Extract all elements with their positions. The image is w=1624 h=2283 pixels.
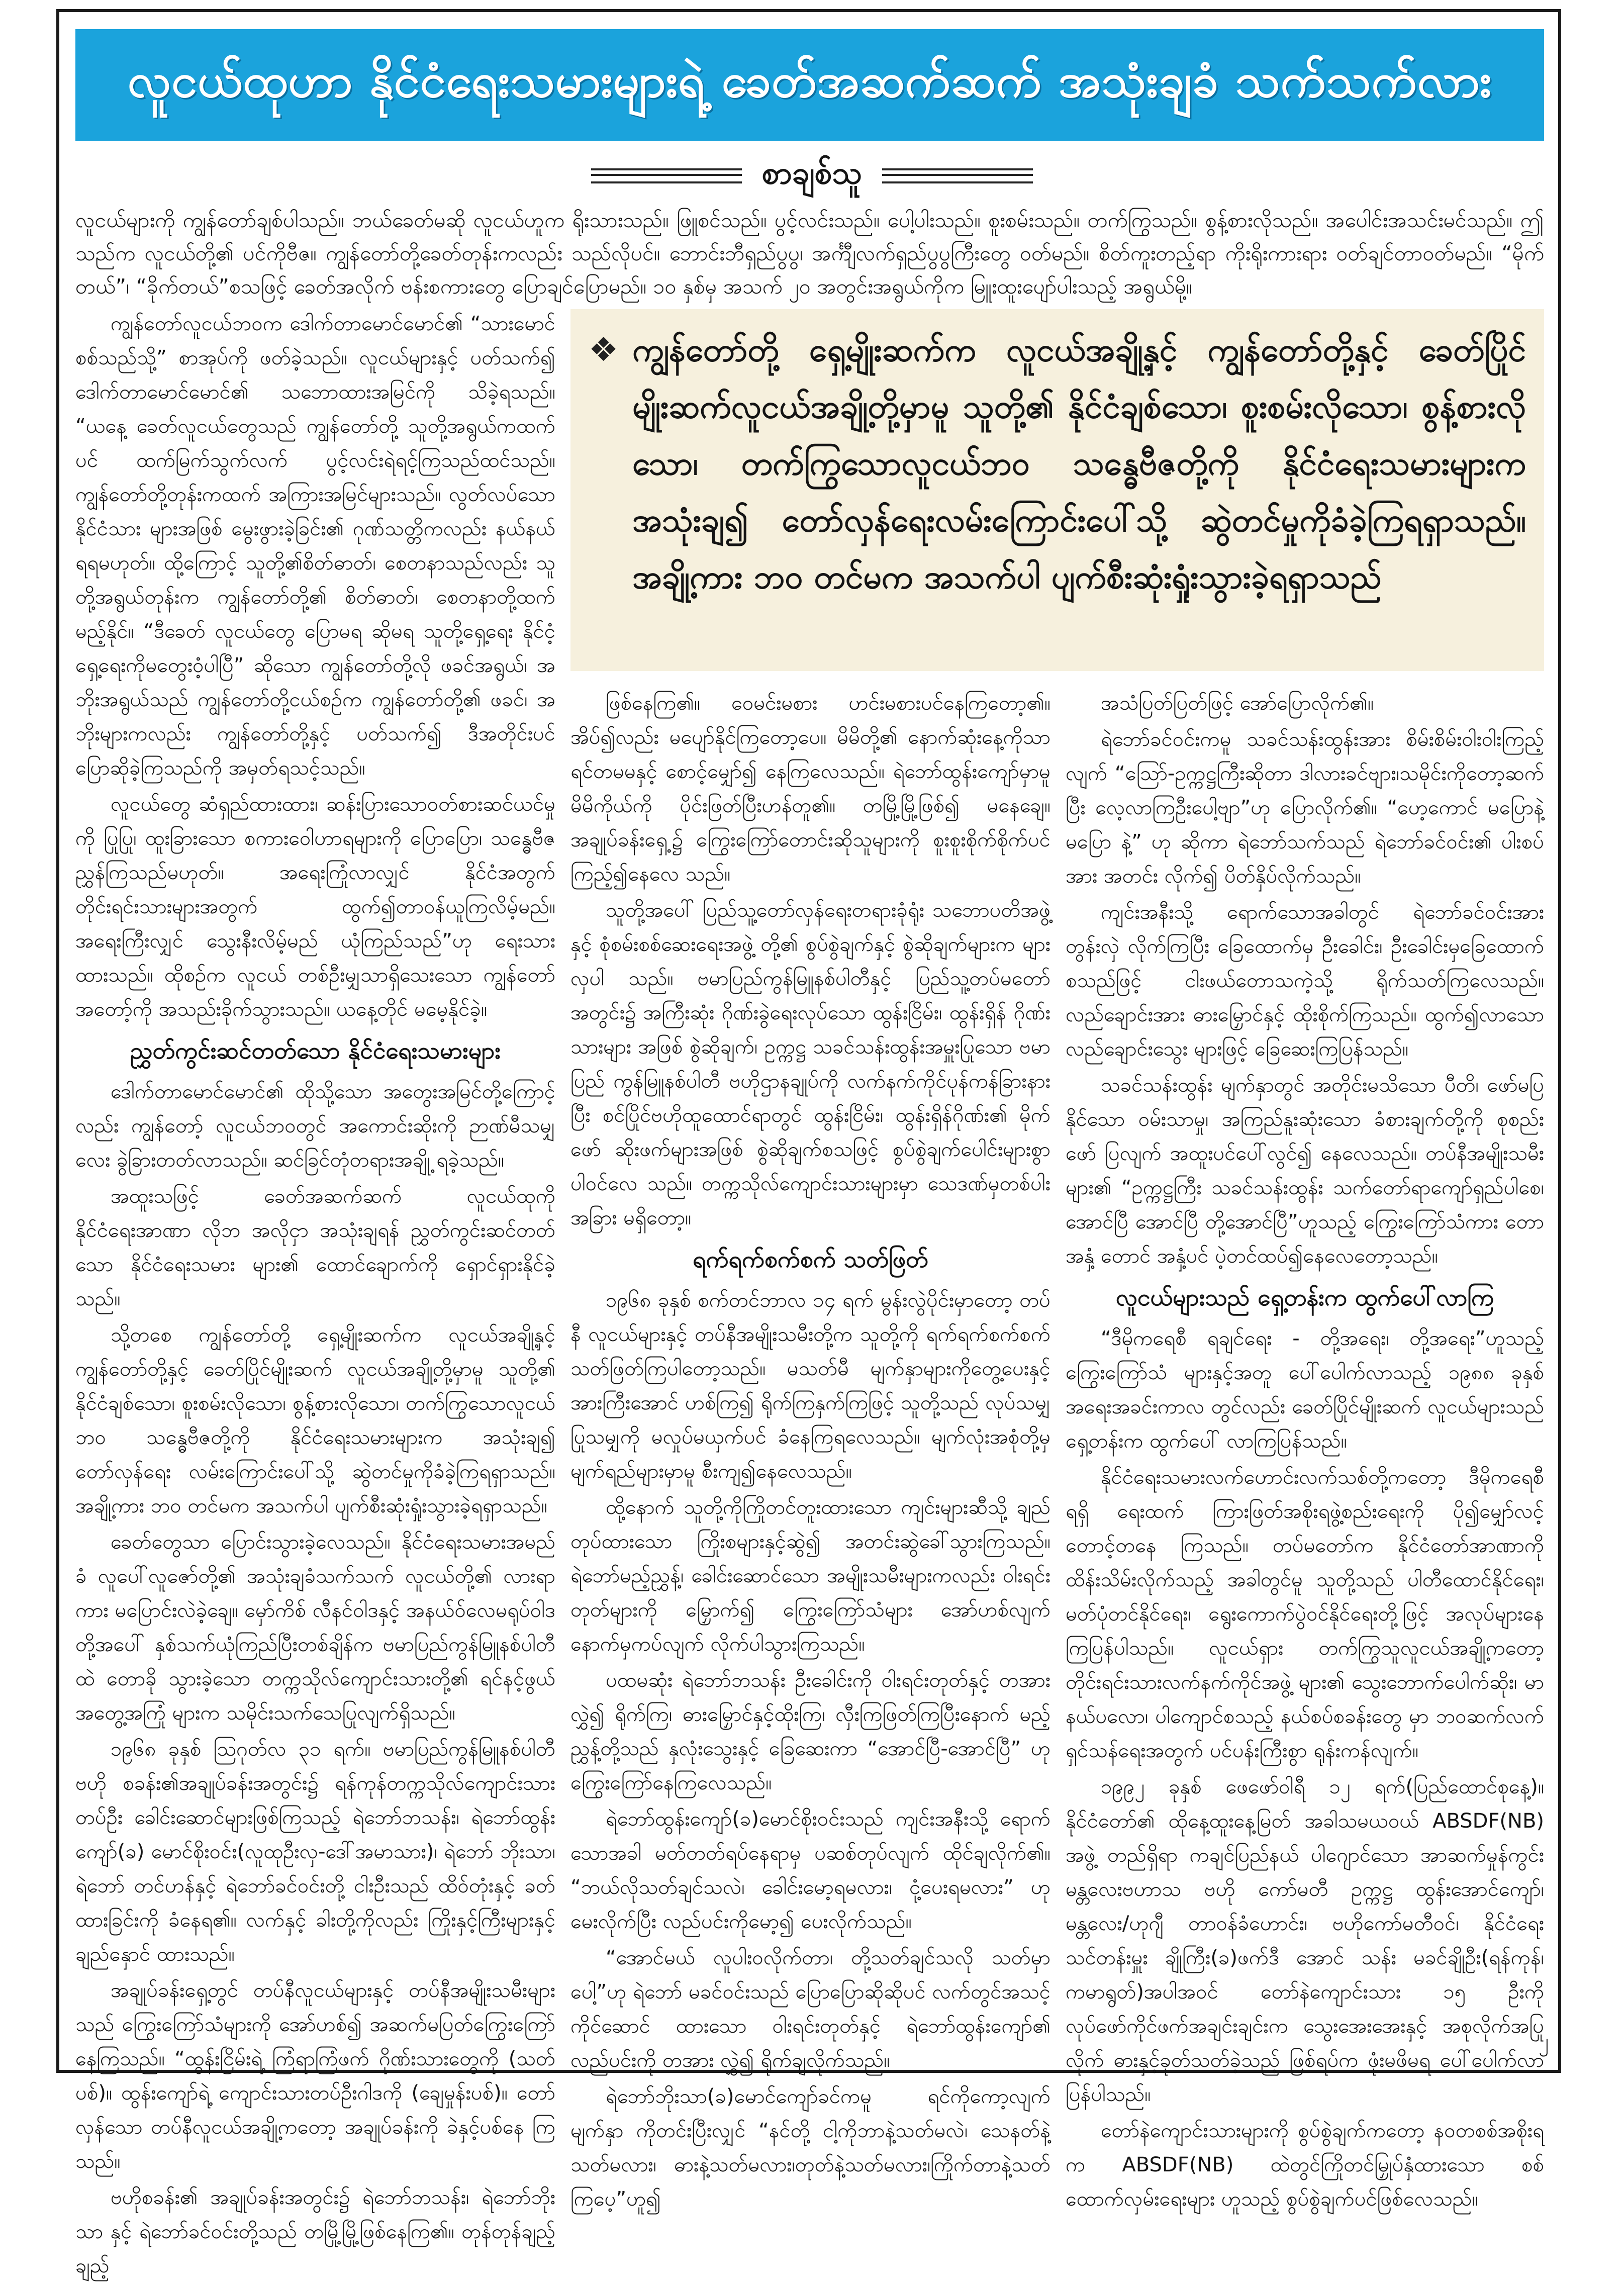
- paragraph: တော်နဲကျောင်းသားများကို စွပ်စွဲချက်ကတော့ နဝတစစ်အစိုးရက ABSDF(NB) ထဲတွင်ကြိုတင်မြှုပ်နှံထားသော စစ်ထောက်လှမ်းရေးများ ဟူသည့် စွပ်စွဲချက်ပင်ဖြစ်လေသည်။: [1066, 2119, 1544, 2211]
- pull-quote-box: [570, 309, 1544, 671]
- page-mark: ၂: [1539, 2030, 1549, 2053]
- article-title-banner: [75, 29, 1544, 141]
- paragraph: ဗဟိုစခန်း၏ အချုပ်ခန်းအတွင်း၌ ရဲဘော်ဘသန်း၊ ရဲဘော်ဘိုးသာ နှင့် ရဲဘော်ခင်ဝင်းတို့သည် တမြို့မြို့ဖြစ်နေကြ၏။ တုန်တုန်ချည့်ချည့်: [75, 2186, 555, 2277]
- paragraph: “ဒီမိုကရေစီ ရချင်ရေး - တို့အရေး၊ တို့အရေး”ဟူသည့် ကြွေးကြော်သံ များနှင့်အတူ ပေါ်ပေါက်လာသည့် ၁၉၈၈ ခုနှစ် အရေးအခင်းကာလ တွင်လည်း ခေတ်ပြိုင်မျိုးဆက် လူငယ်များသည် ရှေ့တန်းက ထွက်ပေါ် လာကြပြန်သည်။: [1066, 1327, 1544, 1453]
- paragraph: ၁၉၉၂ ခုနှစ် ဖေဖော်ဝါရီ ၁၂ ရက်(ပြည်ထောင်စုနေ့)။ နိုင်ငံတော်၏ ထိုနေ့ထူးနေ့မြတ် အခါသမယဝယ် ABSDF(NB) အဖွဲ့ တည်ရှိရာ ကချင်ပြည်နယ် ပါဂျောင်သော အာဆက်မှုန်ကွင်း မန္တလေးဗဟာသ ဗဟို ကော်မတီ ဥက္ကဋ္ဌ ထွန်းအောင်ကျော်၊ မန္တလေး/ဟုဂျီ တာဝန်ခံဟောင်း၊ ဗဟိုကော်မတီဝင်၊ နိုင်ငံရေးသင်တန်းမှူး ချိုကြီး(ခ)ဖက်ဒီ အောင် သန်း မခင်ချိုဦး(ရန်ကုန်၊ ကမာရွတ်)အပါအဝင် တော်နဲကျောင်းသား ၁၅ ဦးကို လုပ်ဖော်ကိုင်ဖက်အချင်းချင်းက သွေးအေးအေးနှင့် အစုလိုက်အပြုလိုက် ဓားနှင့်ခုတ်သတ်ခဲ့သည့် ဖြစ်ရပ်က ဖုံးမဖိမရ ပေါ်ပေါက်လာပြန်ပါသည်။: [1066, 1775, 1544, 2106]
- paragraph: ခေတ်တွေသာ ပြောင်းသွားခဲ့လေသည်။ နိုင်ငံရေးသမားအမည်ခံ လူပေါ်လူဇော်တို့၏ အသုံးချခံသက်သက် လူငယ်တို့၏ လားရာကား မပြောင်းလဲခဲ့ချေ။ မှော်ကိစ် လီနင်ဝါဒနှင့် အနယ်ဝ်လေမရုပ်ဝါဒတို့အပေါ် နှစ်သက်ယုံကြည်ပြီးတစ်ချိန်က ဗမာပြည်ကွန်မြူနစ်ပါတီထဲ တောခို သွားခဲ့သော တက္ကသိုလ်ကျောင်းသားတို့၏ ရင်နင့်ဖွယ် အတွေ့အကြုံ များက သမိုင်းသက်သေပြုလျက်ရှိသည်။: [75, 1531, 555, 1725]
- column-3: [1066, 686, 1544, 2211]
- paragraph: အချုပ်ခန်းရှေ့တွင် တပ်နီလူငယ်များနှင့် တပ်နီအမျိုးသမီးများ သည် ကြွေးကြော်သံများကို အော်ဟစ်၍ အဆက်မပြတ်ကြွေးကြော် နေကြသည်။ “ထွန်းငြိမ်းရဲ့ ကြံရာကြံဖက် ဂိုဏ်းသားတွေကို (သတ်ပစ်)။ ထွန်းကျော်ရဲ့ ကျောင်းသားတပ်ဦးဂါဒကို (ချေမှုန်းပစ်)။ တော်လှန်သော တပ်နီလူငယ်အချို့ကတော့ အချုပ်ခန်းကို ခဲနှင့်ပစ်နေ ကြသည်။: [75, 1979, 555, 2173]
- paragraph: ၁၉၆၈ ခုနှစ် ဩဂုတ်လ ၃၁ ရက်။ ဗမာပြည်ကွန်မြူနစ်ပါတီ ဗဟို စခန်း၏အချုပ်ခန်းအတွင်း၌ ရန်ကုန်တက္ကသိုလ်ကျောင်းသား တပ်ဦး ခေါင်းဆောင်များဖြစ်ကြသည့် ရဲဘော်ဘသန်း၊ ရဲဘော်ထွန်းကျော်(ခ) မောင်စိုးဝင်း(လူထုဦးလှ-ဒေါ်အမာသား)၊ ရဲဘော် ဘိုးသာ၊ ရဲဘော် တင်ဟန်နှင့် ရဲဘော်ခင်ဝင်းတို့ ငါးဦးသည် ထိဝ်တုံးနှင့် ခတ်ထားခြင်းကို ခံနေရ၏။ လက်နှင့် ခါးတို့ကိုလည်း ကြိုးနှင့်ကြီးများနှင့် ချည်နှောင် ထားသည်။: [75, 1738, 555, 1966]
- paragraph: သူတို့အပေါ် ပြည်သူ့တော်လှန်ရေးတရားခုံရုံး သဘောပတိအဖွဲ့နှင့် စုံစမ်းစစ်ဆေးရေးအဖွဲ့ တို့၏ စွပ်စွဲချက်နှင့် စွဲဆိုချက်များက များလှပါ သည်။ ဗမာပြည်ကွန်မြူနစ်ပါတီနှင့် ပြည်သူ့တပ်မတော်အတွင်း၌ အကြီးဆုံး ဂိုဏ်းခွဲရေးလုပ်သော ထွန်းငြိမ်း၊ ထွန်းရှိန် ဂိုဏ်းသားများ အဖြစ် စွဲဆိုချက်၊ ဥက္ကဋ္ဌ သခင်သန်းထွန်းအမှူးပြုသော ဗမာပြည် ကွန်မြူနစ်ပါတီ ဗဟိုဌာနချုပ်ကို လက်နက်ကိုင်ပုန်ကန်ခြားနားပြီး စင်ပြိုင်ဗဟိုထူထောင်ရာတွင် ထွန်းငြိမ်း၊ ထွန်းရှိန်ဂိုဏ်း၏ မိုက်ဖော် ဆိုးဖက်များအဖြစ် စွဲဆိုချက်စသဖြင့် စွပ်စွဲချက်ပေါင်းများစွာ ပါဝင်လေ သည်။ တက္ကသိုလ်ကျောင်းသားများမှာ သေဒဏ်မှတစ်ပါး အခြား မရှိတော့။: [570, 899, 1050, 1229]
- paragraph: “အောင်မယ် လူပါးဝလိုက်တာ၊ တို့သတ်ချင်သလို သတ်မှာပေါ့”ဟု ရဲဘော် မခင်ဝင်းသည် ပြောပြောဆိုဆိုပင် လက်တွင်အသင့်ကိုင်ဆောင် ထားသော ဝါးရင်းတုတ်နှင့် ရဲဘော်ထွန်းကျော်၏ လည်ပင်းကို တအား လွှဲ၍ ရိုက်ချလိုက်သည်။: [570, 1946, 1050, 2072]
- pull-quote-text: ကျွန်တော်တို့ ရှေ့မျိုးဆက်က လူငယ်အချို့နှင့် ကျွန်တော်တို့နှင့် ခေတ်ပြိုင် မျိုးဆက်လူငယ်အချို့တို့မှာမူ သူတို့၏ နိုင်ငံချစ်သော၊ စူးစမ်းလိုသော၊ စွန့်စားလိုသော၊ တက်ကြွသောလူငယ်ဘဝ သန္ဓေဗီဇတို့ကို နိုင်ငံရေးသမားများက အသုံးချ၍ တော်လှန်ရေးလမ်းကြောင်းပေါ်သို့ ဆွဲတင်မှုကိုခံခဲ့ကြရရှာသည်။ အချို့ကား ဘဝ တင်မက အသက်ပါ ပျက်စီးဆုံးရှုံးသွားခဲ့ရရှာသည်: [632, 332, 1526, 596]
- section-heading: လူငယ်များသည် ရှေ့တန်းက ထွက်ပေါ်လာကြ: [1115, 1284, 1494, 1311]
- diamond-bullet-icon: ❖: [589, 330, 619, 369]
- paragraph: သခင်သန်းထွန်း မျက်နှာတွင် အတိုင်းမသိသော ပီတိ၊ ဖော်မပြ နိုင်သော ဝမ်းသာမှု၊ အကြည်နူးဆုံးသော ခံစားချက်တို့ကို စုစည်းဖော် ပြလျက် အထူးပင်ပေါ်လွင်၍ နေလေသည်။ တပ်နီအမျိုးသမီးများ၏ “ဥက္ကဋ္ဌကြီး သခင်သန်းထွန်း သက်တော်ရာကျော်ရှည်ပါစေ၊ အောင်ပြီ အောင်ပြီ တို့အောင်ပြီ”ဟူသည့် ကြွေးကြော်သံကား တောအနှံ့ တောင် အနှံ့ပင် ပဲ့တင်ထပ်၍နေလေတော့သည်။: [1066, 1074, 1544, 1268]
- paragraph: ဖြစ်နေကြ၏။ ဝေမင်းမစား ဟင်းမစားပင်နေကြတော့၏။ အိပ်၍လည်း မပျော်နိုင်ကြတော့ပေ။ မိမိတို့၏ နောက်ဆုံးနေ့ကိုသာ ရင်တမမနှင့် စောင့်မျှော်၍ နေကြလေသည်။ ရဲဘော်ထွန်းကျော်မှာမူ မိမိကိုယ်ကို ပိုင်းဖြတ်ပြီးဟန်တူ၏။ တမြို့မြို့ဖြစ်၍ မနေချေ။ အချုပ်ခန်းရှေ့၌ ကြွေးကြော်တောင်းဆိုသူများကို စူးစူးစိုက်စိုက်ပင် ကြည့်၍နေလေ သည်။: [570, 692, 1050, 886]
- paragraph: ရဲဘော်ခင်ဝင်းကမူ သခင်သန်းထွန်းအား စိမ်းစိမ်းဝါးဝါးကြည့် လျက် “ဩော်-ဥက္ကဋ္ဌကြီးဆိုတာ ဒါလားခင်ဗျား၊သမိုင်းကိုတော့ဆက်ပြီး လေ့လာကြဦးပေါ့ဗျာ”ဟု ပြောလိုက်၏။ “ဟေ့ကောင် မပြောနဲ့ မပြော နဲ့” ဟု ဆိုကာ ရဲဘော်သက်သည် ရဲဘော်ခင်ဝင်း၏ ပါးစပ်အား အတင်း လိုက်၍ ပိတ်နှိပ်လိုက်သည်။: [1066, 728, 1544, 888]
- paragraph: အထူးသဖြင့် ခေတ်အဆက်ဆက် လူငယ်ထုကို နိုင်ငံရေးအာဏာ လိုဘ အလိုငှာ အသုံးချရန် ညွှတ်ကွင်းဆင်တတ်သော နိုင်ငံရေးသမား များ၏ ထောင်ချောက်ကို ရှောင်ရှားနိုင်ခဲ့သည်။: [75, 1185, 555, 1310]
- paragraph: ရဲဘော်ထွန်းကျော်(ခ)မောင်စိုးဝင်းသည် ကျင်းအနီးသို့ ရောက် သောအခါ မတ်တတ်ရပ်နေရာမှ ပဆစ်တုပ်လျက် ထိုင်ချလိုက်၏။ “ဘယ်လိုသတ်ချင်သလဲ၊ ခေါင်းမော့ရမလား၊ ငုံ့ပေးရမလား” ဟု မေးလိုက်ပြီး လည်ပင်းကိုမော့၍ ပေးလိုက်သည်။: [570, 1808, 1050, 1933]
- byline-rule-left: [591, 168, 742, 183]
- intro-text: လူငယ်များကို ကျွန်တော်ချစ်ပါသည်။ ဘယ်ခေတ်မဆို လူငယ်ဟူက ရိုးသားသည်။ ဖြူစင်သည်။ ပွင့်လင်းသည်။ ပေါ့ပါးသည်။ စူးစမ်းသည်။ တက်ကြွသည်။ စွန့်စားလိုသည်။ အပေါင်းအသင်းမင်သည်။ ဤသည်က လူငယ်တို့၏ ပင်ကိုဗီဇ။ ကျွန်တော်တို့ခေတ်တုန်းကလည်း သည်လိုပင်။ ဘောင်းဘီရှည်ပွပွ၊ အင်္ကျီလက်ရှည်ပွပွကြီးတွေ ဝတ်မည်။ စိတ်ကူးတည့်ရာ ကိုးရိုးကားရား ဝတ်ချင်တာဝတ်မည်။ “မိုက်တယ်”၊ “ခိုက်တယ်”စသဖြင့် ခေတ်အလိုက် ဗန်းစကားတွေ ပြောချင်ပြောမည်။ ၁၀ နှစ်မှ အသက် ၂၀ အတွင်းအရွယ်ကိုက မြူးထူးပျော်ပါးသည့် အရွယ်မို့။: [75, 208, 1544, 299]
- intro-paragraph: [75, 204, 1544, 303]
- column-1: [75, 307, 555, 2277]
- section-heading: ညွှတ်ကွင်းဆင်တတ်သော နိုင်ငံရေးသမားများ: [130, 1037, 501, 1064]
- paragraph: သို့တစေ ကျွန်တော်တို့ ရှေ့မျိုးဆက်က လူငယ်အချို့နှင့် ကျွန်တော်တို့နှင့် ခေတ်ပြိုင်မျိုးဆက် လူငယ်အချို့တို့မှာမူ သူတို့၏ နိုင်ငံချစ်သော၊ စူးစမ်းလိုသော၊ စွန့်စားလိုသော၊ တက်ကြွသောလူငယ် ဘဝ သန္ဓေဗီဇတို့ကို နိုင်ငံရေးသမားများက အသုံးချ၍ တော်လှန်ရေး လမ်းကြောင်းပေါ်သို့ ဆွဲတင်မှုကိုခံခဲ့ကြရရှာသည်။ အချို့ကား ဘဝ တင်မက အသက်ပါ ပျက်စီးဆုံးရှုံးသွားခဲ့ရရှာသည်။: [75, 1323, 555, 1517]
- paragraph: ပထမဆုံး ရဲဘော်ဘသန်း ဦးခေါင်းကို ဝါးရင်းတုတ်နှင့် တအား လွှဲ၍ ရိုက်ကြ၊ ဓားမြှောင်နှင့်ထိုးကြ၊ လှီးကြဖြတ်ကြပြီးနောက် မည့်ညွှန့်တို့သည် နှလုံးသွေးနှင့် ခြေဆေးကာ “အောင်ပြီ-အောင်ပြီ” ဟု ကြွေးကြော်နေကြလေသည်။: [570, 1669, 1050, 1794]
- paragraph: နိုင်ငံရေးသမားလက်ဟောင်းလက်သစ်တို့ကတော့ ဒီမိုကရေစီရရှိ ရေးထက် ကြားဖြတ်အစိုးရဖွဲ့စည်းရေးကို ပို၍မျှော်လင့်တောင့်တနေ ကြသည်။ တပ်မတော်က နိုင်ငံတော်အာဏာကို ထိန်းသိမ်းလိုက်သည့် အခါတွင်မူ သူတို့သည် ပါတီထောင်နိုင်ရေး၊ မတ်ပုံတင်နိုင်ရေး၊ ရွေးကောက်ပွဲဝင်နိုင်ရေးတို့ဖြင့် အလုပ်များနေကြပြန်ပါသည်။ လူငယ်ရှား တက်ကြွသူလူငယ်အချို့ကတော့ တိုင်းရင်းသားလက်နက်ကိုင်အဖွဲ့ များ၏ သွေးဘောက်ပေါက်ဆိုး၊ မာနယ်ပလော၊ ပါကျောင်စသည့် နယ်စပ်စခန်းတွေ မှာ ဘဝဆက်လက်ရှင်သန်ရေးအတွက် ပင်ပန်းကြီးစွာ ရုန်းကန်လျက်။: [1066, 1466, 1544, 1762]
- section-heading: ရက်ရက်စက်စက် သတ်ဖြတ်: [693, 1246, 928, 1273]
- paragraph: ဒေါက်တာမောင်မောင်၏ ထိုသို့သော အတွေးအမြင်တို့ကြောင့် လည်း ကျွန်တော့် လူငယ်ဘဝတွင် အကောင်းဆိုးကို ဉာဏ်မီသမျှ လေး ခွဲခြားတတ်လာသည်။ ဆင်ခြင်တုံတရားအချို့ ရခဲ့သည်။: [75, 1080, 555, 1172]
- paragraph: ထို့နောက် သူတို့ကိုကြိုတင်တူးထားသော ကျင်းများဆီသို့ ချည် တုပ်ထားသော ကြိုးစများနှင့်ဆွဲ၍ အတင်းဆွဲခေါ်သွားကြသည်။ ရဲဘော်မည့်ညွှန့်၊ ခေါင်းဆောင်သော အမျိုးသမီးများကလည်း ဝါးရင်း တုတ်များကို မြှောက်၍ ကြွေးကြော်သံများ အော်ဟစ်လျက် နောက်မှကပ်လျက် လိုက်ပါသွားကြသည်။: [570, 1496, 1050, 1656]
- paragraph: ကျွန်တော်လူငယ်ဘဝက ဒေါက်တာမောင်မောင်၏ “သားမောင် စစ်သည်သို့” စာအုပ်ကို ဖတ်ခဲ့သည်။ လူငယ်များနှင့် ပတ်သက်၍ ဒေါက်တာမောင်မောင်၏ သဘောထားအမြင်ကို သိခဲ့ရသည်။ “ယနေ့ ခေတ်လူငယ်တွေသည် ကျွန်တော်တို့ သူတို့အရွယ်ကထက်ပင် ထက်မြက်သွက်လက် ပွင့်လင်းရဲရင့်ကြသည်ထင်သည်။ ကျွန်တော်တို့တုန်းကထက် အကြားအမြင်များသည်။ လွတ်လပ်သော နိုင်ငံသား များအဖြစ် မွေးဖွားခဲ့ခြင်း၏ ဂုဏ်သတ္တိကလည်း နယ်နယ်ရရမဟုတ်။ ထို့ကြောင့် သူတို့၏စိတ်ဓာတ်၊ စေတနာသည်လည်း သူတို့အရွယ်တုန်းက ကျွန်တော်တို့၏ စိတ်ဓာတ်၊ စေတနာတို့ထက် မည့်နိုင်။ “ဒီခေတ် လူငယ်တွေ ပြောမရ ဆိုမရ သူတို့ရှေ့ရေး နိုင်ငံ့ရှေ့ရေးကိုမတွေးဝံ့ပါပြီ” ဆိုသော ကျွန်တော်တို့လို ဖခင်အရွယ်၊ အဘိုးအရွယ်သည် ကျွန်တော်တို့ငယ်စဉ်က ကျွန်တော်တို့၏ ဖခင်၊ အဘိုးများကလည်း ကျွန်တော်တို့နှင့် ပတ်သက်၍ ဒီအတိုင်းပင် ပြောဆိုခဲ့ကြသည်ကို အမှတ်ရသင့်သည်။: [75, 312, 555, 780]
- paragraph: လူငယ်တွေ ဆံရှည်ထားထား၊ ဆန်းပြားသောဝတ်စားဆင်ယင်မှုကို ပြုပြု၊ ထူးခြားသော စကားဝေါဟာရများကို ပြောပြော၊ သန္ဓေဗီဇ ညွှန်ကြသည်မဟုတ်။ အရေးကြုံလာလျှင် နိုင်ငံအတွက် တိုင်းရင်းသားများအတွက် ထွက်၍တာဝန်ယူကြလိမ့်မည်။ အရေးကြီးလျှင် သွေးနီးလိမ့်မည် ယုံကြည်သည်”ဟု ရေးသားထားသည်။ ထိုစဉ်က လူငယ် တစ်ဦးမျှသာရှိသေးသော ကျွန်တော် အတော့်ကို အသည်းခိုက်သွားသည်။ ယနေ့တိုင် မမေ့နိုင်ခဲ့။: [75, 793, 555, 1021]
- paragraph: ၁၉၆၈ ခုနှစ် စက်တင်ဘာလ ၁၄ ရက် မွန်းလွဲပိုင်းမှာတော့ တပ်နီ လူငယ်များနှင့် တပ်နီအမျိုးသမီးတို့က သူတို့ကို ရက်ရက်စက်စက် သတ်ဖြတ်ကြပါတော့သည်။ မသတ်မီ မျက်နှာများကိုတွေ့ပေးနှင့် အားကြီးအောင် ဟစ်ကြ၍ ရိုက်ကြနှက်ကြဖြင့် သူတို့သည် လုပ်သမျှ ပြုသမျှကို မလှုပ်မယှက်ပင် ခံနေကြရလေသည်။ မျက်လုံးအစုံတို့မှ မျက်ရည်များမှာမူ စီးကျ၍နေလေသည်။: [570, 1289, 1050, 1483]
- column-2: [570, 686, 1050, 2211]
- byline-rule-right: [882, 168, 1033, 183]
- byline: [0, 153, 1624, 199]
- paragraph: ကျင်းအနီးသို့ ရောက်သောအခါတွင် ရဲဘော်ခင်ဝင်းအား တွန်းလှဲ လိုက်ကြပြီး ခြေထောက်မှ ဦးခေါင်း၊ ဦးခေါင်းမှခြေထောက် စသည်ဖြင့် ငါးဖယ်တောသကဲ့သို့ ရိုက်သတ်ကြလေသည်။ လည်ချောင်းအား ဓားမြှောင်နှင့် ထိုးစိုက်ကြသည်။ ထွက်၍လာသော လည်ချောင်းသွေး များဖြင့် ခြေဆေးကြပြန်သည်။: [1066, 901, 1544, 1061]
- paragraph: အသံပြတ်ပြတ်ဖြင့် အော်ပြောလိုက်၏။: [1101, 692, 1374, 715]
- author-name: စာချစ်သူ: [761, 154, 863, 191]
- paragraph: ရဲဘော်ဘိုးသာ(ခ)မောင်ကျော်ခင်ကမူ ရင်ကိုကော့လျက် မျက်နှာ ကိုတင်းပြီးလျှင် “နင်တို့ ငါ့ကိုဘာနဲ့သတ်မလဲ၊ သေနတ်နဲ့သတ်မလား၊ ဓားနဲ့သတ်မလား၊တုတ်နဲ့သတ်မလား၊ကြိုက်တာနဲ့သတ်ကြပေ့”ဟူ၍: [570, 2085, 1050, 2211]
- article-title: လူငယ်ထုဟာ နိုင်ငံရေးသမားများရဲ့ ခေတ်အဆက်ဆက် အသုံးချခံ သက်သက်လား: [127, 54, 1492, 108]
